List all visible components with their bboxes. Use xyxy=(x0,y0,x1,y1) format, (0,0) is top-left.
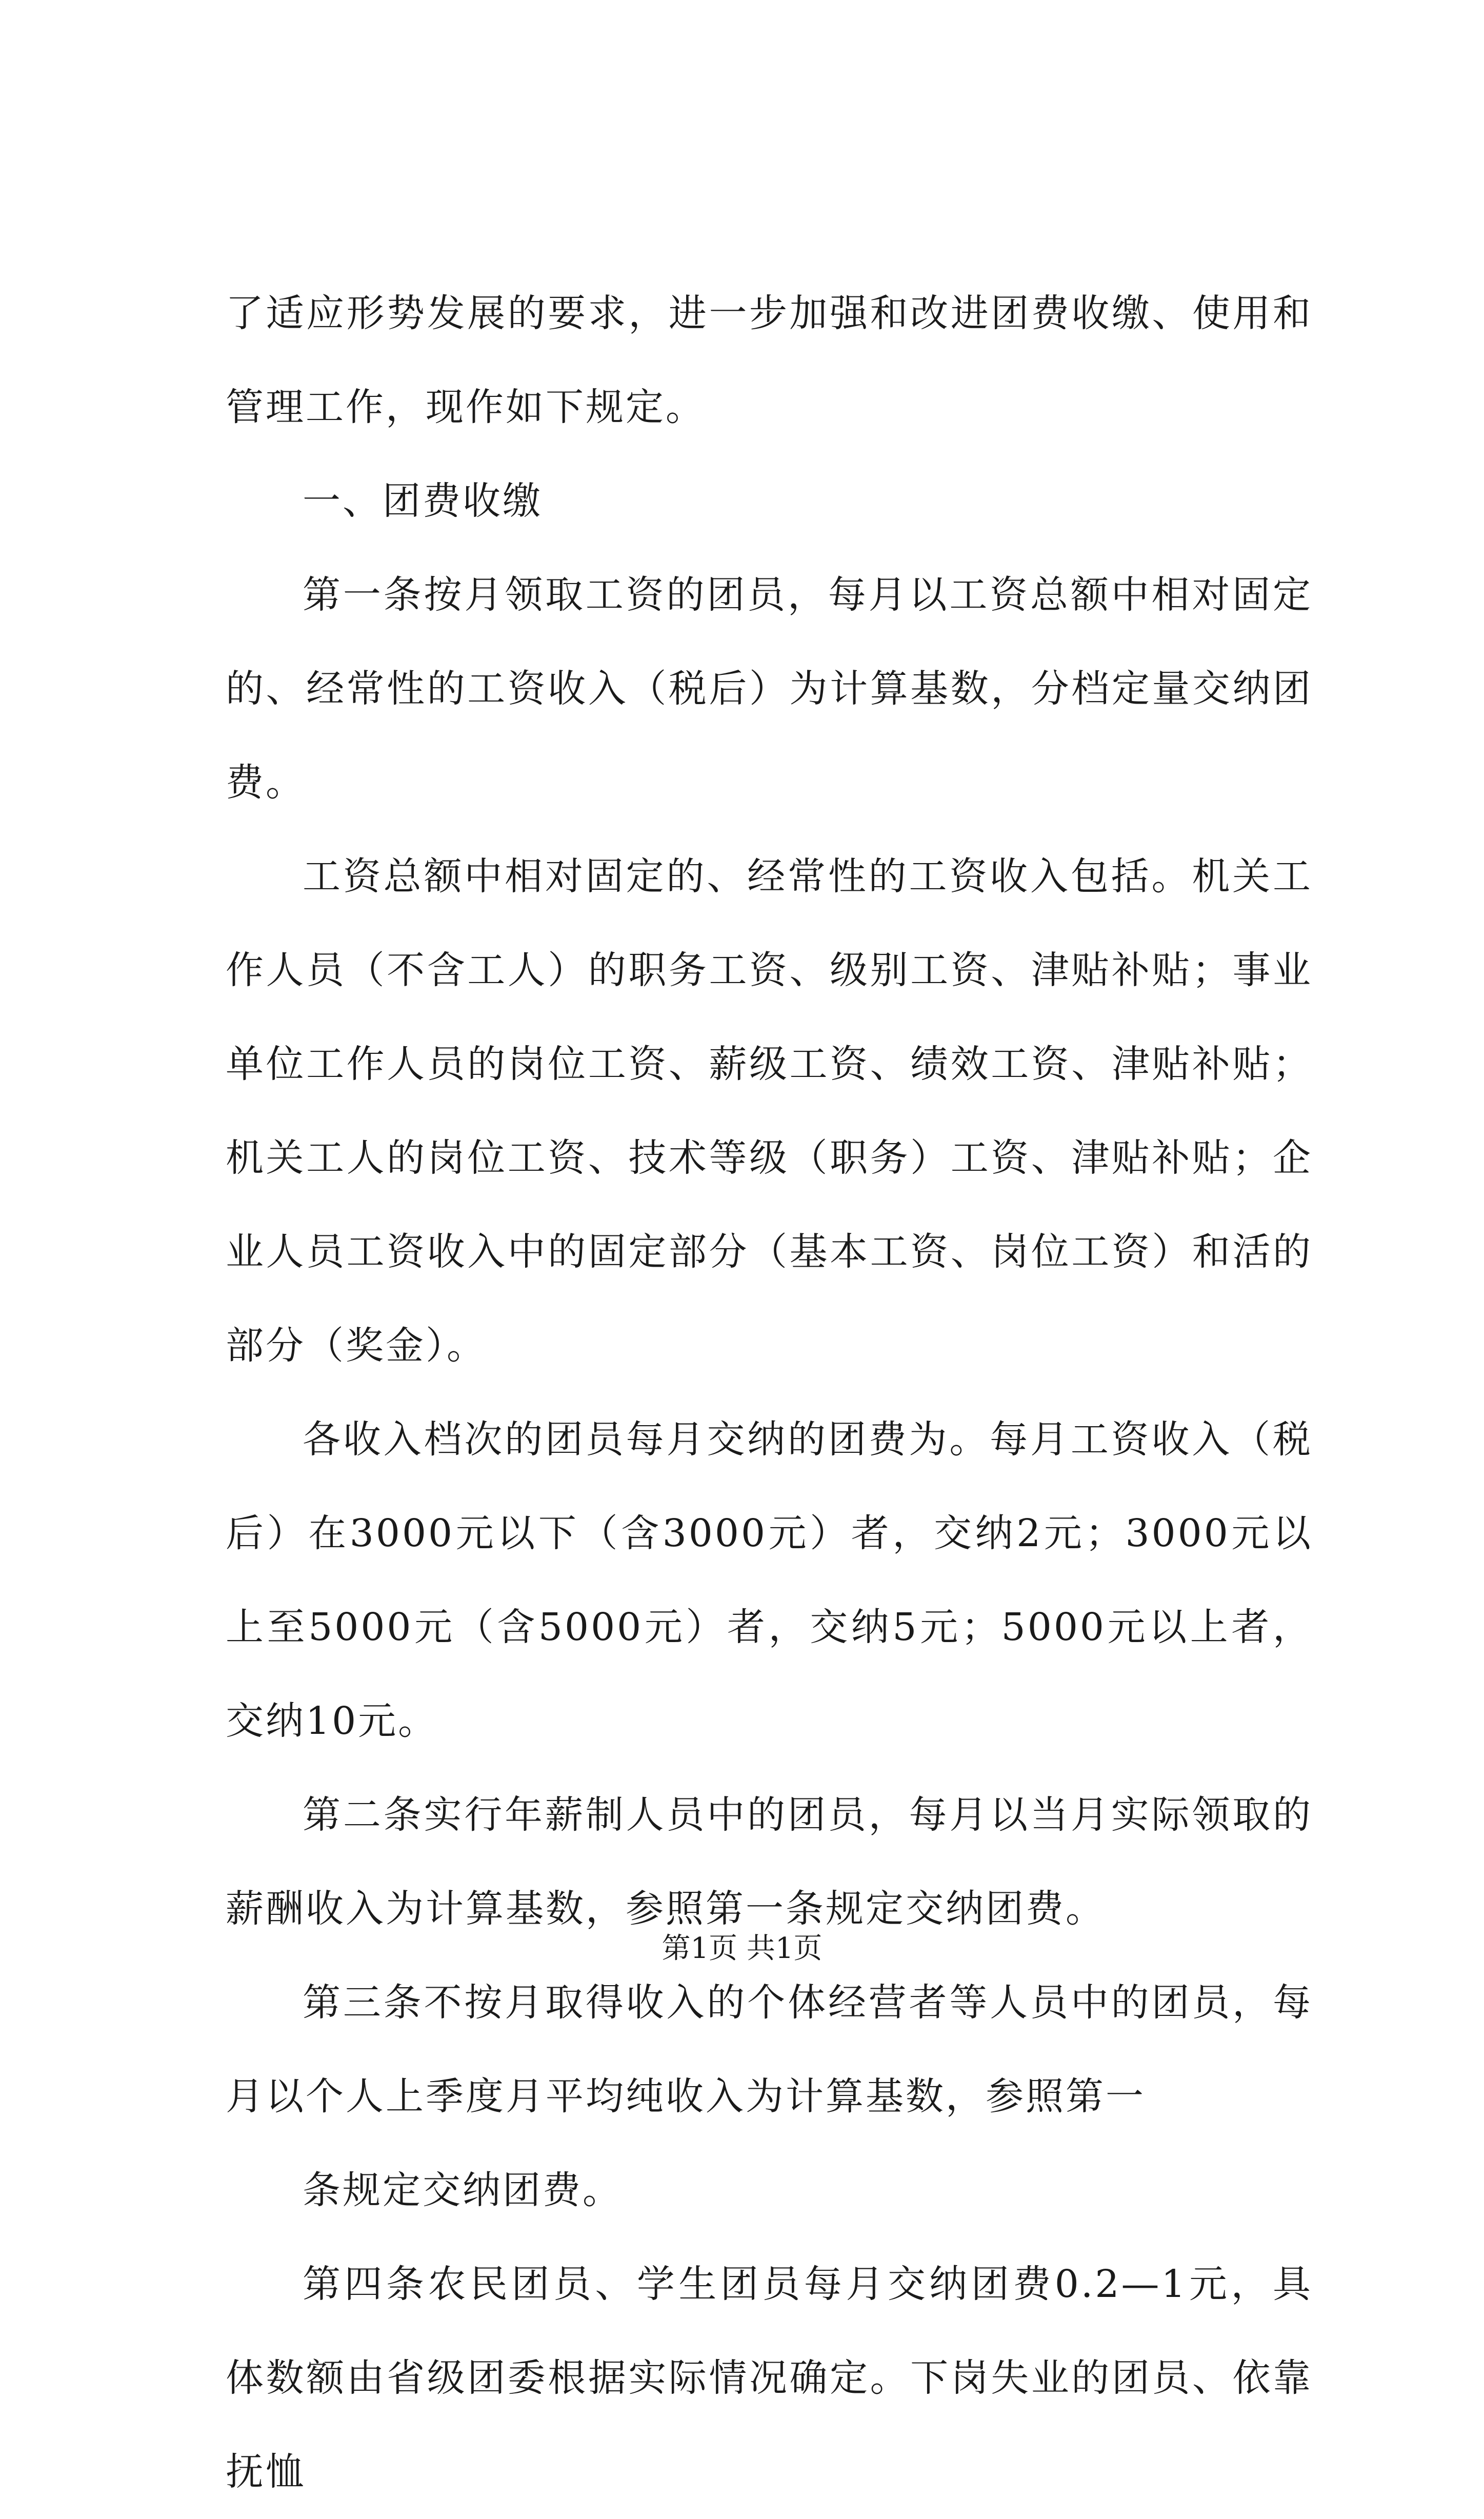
section-heading-fee-collection: 一、团费收缴 xyxy=(303,479,543,523)
paragraph-income-definition: 工资总额中相对固定的、经常性的工资收入包括。机关工作人员（不含工人）的职务工资、级别工资、津贴补贴；事业单位工作人员的岗位工资、薪级工资、绩效工资、津贴补贴；机关工人的岗位工资、技术等级（职务）工资、津贴补贴；企业人员工资收入中的固定部分（基本工资、岗位工资）和活的部分（奖金）。 xyxy=(226,854,1313,1368)
paragraph-article-4: 第四条农民团员、学生团员每月交纳团费0.2—1元，具体数额由省级团委根据实际情况确定。下岗失业的团员、依靠抚恤 xyxy=(226,2262,1313,2494)
document-body xyxy=(226,267,1313,2519)
page-number-label: 第1页 共1页 xyxy=(661,1932,823,1965)
page-footer xyxy=(0,1928,1484,1969)
paragraph-article-1: 第一条按月领取工资的团员，每月以工资总额中相对固定的、经常性的工资收入（税后）为计算基数，分档定量交纳团费。 xyxy=(226,573,1313,805)
paragraph-article-3-continued: 条规定交纳团费。 xyxy=(303,2168,623,2212)
paragraph-fee-tiers: 各收入档次的团员每月交纳的团费为。每月工资收入（税后）在3000元以下（含3000元）者，交纳2元；3000元以上至5000元（含5000元）者，交纳5元；5000元以上者，交纳10元。 xyxy=(226,1417,1313,1743)
paragraph-article-2: 第二条实行年薪制人员中的团员，每月以当月实际领取的薪酬收入为计算基数，参照第一条规定交纳团费。 xyxy=(226,1793,1313,1931)
paragraph-intro-continuation: 了适应形势发展的要求，进一步加强和改进团费收缴、使用和管理工作，现作如下规定。 xyxy=(226,291,1313,429)
paragraph-article-3: 第三条不按月取得收入的个体经营者等人员中的团员，每月以个人上季度月平均纯收入为计算基数，参照第一 xyxy=(226,1981,1313,2118)
